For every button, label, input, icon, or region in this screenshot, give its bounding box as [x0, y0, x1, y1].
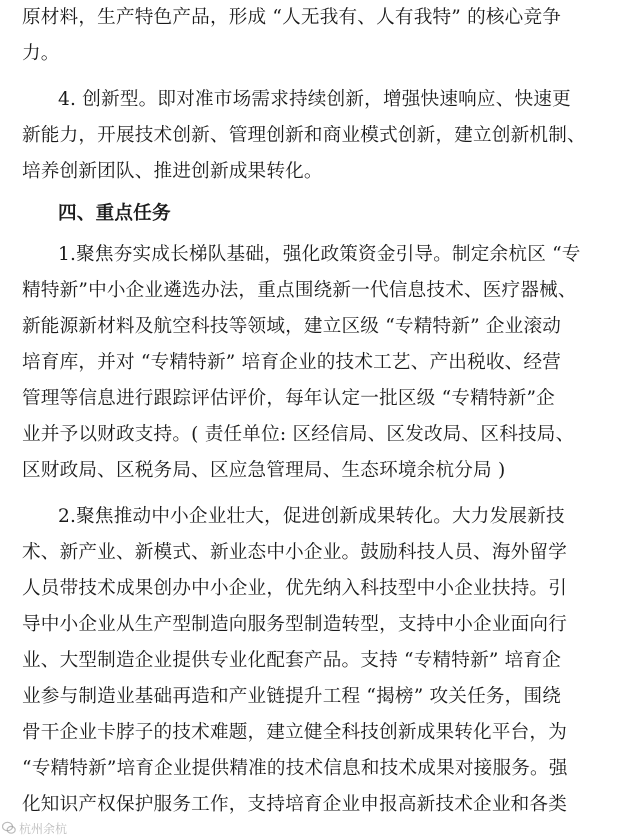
- paragraph-line: 骨干企业卡脖子的技术难题，建立健全科技创新成果转化平台，为: [22, 722, 568, 743]
- watermark: [2, 818, 67, 838]
- paragraph-line: 精特新”中小企业遴选办法，重点围绕新一代信息技术、医疗器械、: [22, 280, 577, 301]
- paragraph-line: 导中小企业从生产型制造向服务型制造转型，支持中小企业面向行: [22, 614, 568, 635]
- paragraph-line: 力。: [22, 43, 60, 64]
- paragraph-line: 1.聚焦夯实成长梯队基础，强化政策资金引导。制定余杭区 “专: [58, 244, 581, 265]
- paragraph-line: 区财政局、区税务局、区应急管理局、生态环境余杭分局 ): [22, 460, 506, 481]
- watermark-text: 杭州余杭: [19, 821, 68, 836]
- paragraph-line: 培养创新团队、推进创新成果转化。: [22, 161, 323, 182]
- paragraph-line: 培育库，并对 “专精特新” 培育企业的技术工艺、产出税收、经营: [22, 352, 562, 373]
- paragraph-line: 业参与制造业基础再造和产业链提升工程 “揭榜” 攻关任务，围绕: [22, 686, 562, 707]
- paragraph-line: “专精特新”培育企业提供精准的技术信息和技术成果对接服务。强: [22, 758, 568, 779]
- paragraph-line: 2.聚焦推动中小企业壮大，促进创新成果转化。大力发展新技: [58, 506, 565, 527]
- paragraph-line: 新能源新材料及航空科技等领域，建立区级 “专精特新” 企业滚动: [22, 316, 562, 337]
- paragraph-line: 4. 创新型。即对准市场需求持续创新，增强快速响应、快速更: [58, 89, 571, 110]
- paragraph-line: 新能力，开展技术创新、管理创新和商业模式创新，建立创新机制、: [22, 125, 586, 146]
- paragraph-line: 原材料，生产特色产品，形成 “人无我有、人有我特” 的核心竞争: [22, 7, 562, 28]
- paragraph-line: 化知识产权保护服务工作，支持培育企业申报高新技术企业和各类: [22, 794, 568, 815]
- paragraph-line: 管理等信息进行跟踪评估评价，每年认定一批区级 “专精特新”企: [22, 388, 555, 409]
- paragraph-line: 术、新产业、新模式、新业态中小企业。鼓励科技人员、海外留学: [22, 542, 568, 563]
- paragraph-line: 业、大型制造企业提供专业化配套产品。支持 “专精特新” 培育企: [22, 650, 562, 671]
- section-heading: 四、重点任务: [58, 203, 171, 224]
- paragraph-line: 业并予以财政支持。( 责任单位: 区经信局、区发改局、区科技局、: [22, 424, 575, 445]
- wechat-logo-icon: [2, 821, 16, 835]
- paragraph-line: 人员带技术成果创办中小企业，优先纳入科技型中小企业扶持。引: [22, 578, 568, 599]
